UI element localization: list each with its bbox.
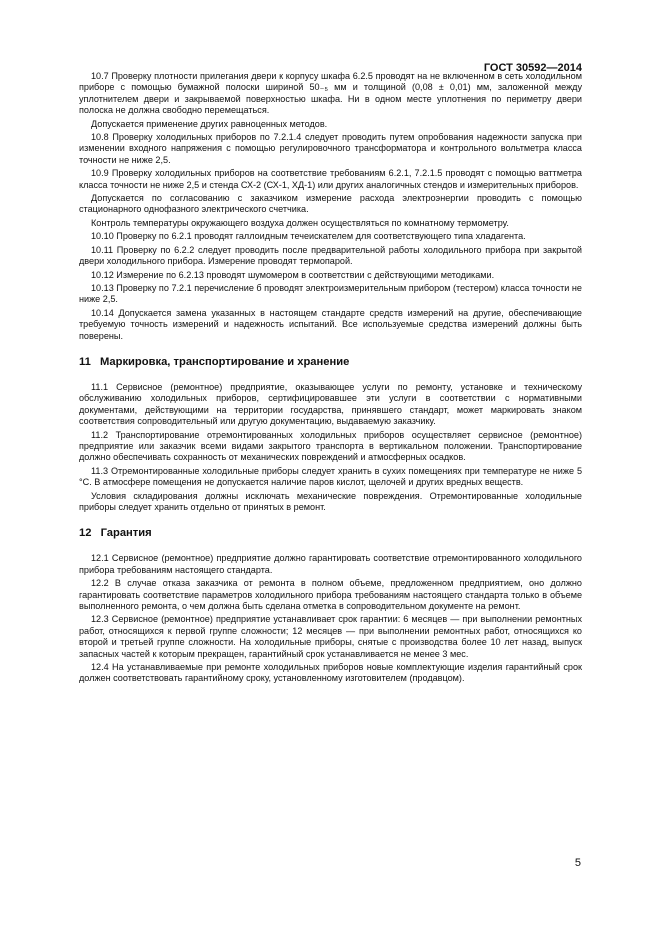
paragraph-10-13: 10.13 Проверку по 7.2.1 перечисление б проводят электроизмерительным прибором (тестером) класса точности не ниже 2,5. [79, 282, 582, 305]
paragraph-10-7-note: Допускается применение других равноценных методов. [91, 118, 328, 129]
paragraph-10-9: 10.9 Проверку холодильных приборов на соответствие требованиям 6.2.1, 7.2.1.5 проводят с помощью ваттметра класса точности не ниже 2,5 и стенда СХ-2 (СХ-1, ХД-1) или других аналогичных стендов и измерительных приборов. [79, 168, 582, 190]
paragraph-11-1: 11.1 Сервисное (ремонтное) предприятие, оказывающее услуги по ремонту, установке и техническому обслуживанию холодильных приборов, сертифицировавшее эти услуги в соответствии с нормативными документами, действующими на территории государства, принявшего стандарт, может маркировать знаком соответствия сопроводительный или другую документацию, выдаваемую заказчику. [79, 381, 582, 427]
document-id-header: ГОСТ 30592—2014 [483, 62, 582, 74]
paragraph-12-1: 12.1 Сервисное (ремонтное) предприятие должно гарантировать соответствие отремонтированного холодильного прибора требованиям настоящего стандарта. [79, 553, 582, 575]
section-12-title: Гарантия [100, 527, 152, 540]
section-12-heading [79, 527, 582, 540]
paragraph-10-12: 10.12 Измерение по 6.2.13 проводят шумомером в соответствии с действующими методиками. [91, 269, 495, 280]
paragraph-10-7: 10.7 Проверку плотности прилегания двери к корпусу шкафа 6.2.5 проводят на не включенном в сеть холодильном приборе с помощью бумажной полоски шириной 50₋₅ мм и толщиной (0,08 ± 0,01) мм, заложенной между уплотнителем двери и закрываемой поверхностью шкафа. Ни в одном месте уплотнения по периметру двери полоска не должна свободно перемещаться. [79, 71, 582, 116]
paragraph-11-3: 11.3 Отремонтированные холодильные приборы следует хранить в сухих помещениях при температуре не ниже 5 °С. В атмосфере помещения не допускается наличие паров кислот, щелочей и других вредных веществ. [79, 465, 582, 488]
page-number: 5 [574, 857, 581, 869]
paragraph-10-9-note: Допускается по согласованию с заказчиком измерение расхода электроэнергии проводить с помощью стационарного однофазного электрического счетчика. [79, 193, 582, 215]
section-11-number: 11 [79, 355, 91, 368]
paragraph-11-2: 11.2 Транспортирование отремонтированных холодильных приборов осуществляет сервисное (ремонтное) предприятие или заказчик всеми видами закрытого транспорта в вертикальном положении. Транспортирование должно обеспечивать сохранность от механических повреждений и атмосферных осадков. [79, 429, 582, 463]
paragraph-12-4: 12.4 На устанавливаемые при ремонте холодильных приборов новые комплектующие изделия гарантийный срок должен соответствовать гарантийному сроку, установленному изготовителем (продавцом). [79, 662, 582, 684]
page-content [79, 71, 582, 687]
paragraph-10-11: 10.11 Проверку по 6.2.2 следует проводить после предварительной работы холодильного прибора при закрытой двери холодильного прибора. Измерение проводят термопарой. [79, 244, 582, 267]
section-11-title: Маркировка, транспортирование и хранение [99, 355, 350, 368]
paragraph-10-14: 10.14 Допускается замена указанных в настоящем стандарте средств измерений на другие, обеспечивающие требуемую точность измерений и надежность испытаний. Все используемые средства измерений должны быть поверены. [79, 307, 582, 341]
section-12-number: 12 [79, 527, 92, 540]
paragraph-10-10: 10.10 Проверку по 6.2.1 проводят галлоидным течеискателем для соответствующего типа хладагента. [91, 231, 526, 242]
paragraph-10-9-temp: Контроль температуры окружающего воздуха должен осуществляться по комнатному термометру. [91, 217, 509, 228]
paragraph-12-2: 12.2 В случае отказа заказчика от ремонта в полном объеме, предложенном предприятием, оно должно гарантировать соответствие параметров холодильного прибора требованиям настоящего стандарта только в объеме выполненного ремонта, о чем должна быть сделана отметка в сопроводительном документе на ремонт. [79, 578, 582, 612]
paragraph-12-3: 12.3 Сервисное (ремонтное) предприятие устанавливает срок гарантии: 6 месяцев — при выполнении ремонтных работ, относящихся к первой группе сложности; 12 месяцев — при выполнении ремонтных работ, относящихся ко второй и третьей группе сложности. На холодильные приборы, снятые с производства более 10 лет назад, выпуск запасных частей к которым прекращен, гарантийный срок устанавливается не менее 3 мес. [79, 614, 582, 659]
paragraph-10-8: 10.8 Проверку холодильных приборов по 7.2.1.4 следует проводить путем опробования надежности запуска при изменении входного напряжения с помощью регулировочного трансформатора и контрольного вольтметра класса точности не ниже 2,5. [79, 132, 582, 165]
section-11-heading [79, 356, 582, 369]
paragraph-11-3-note: Условия складирования должны исключать механические повреждения. Отремонтированные холодильные приборы следует хранить отдельно от принятых в ремонт. [79, 490, 582, 512]
